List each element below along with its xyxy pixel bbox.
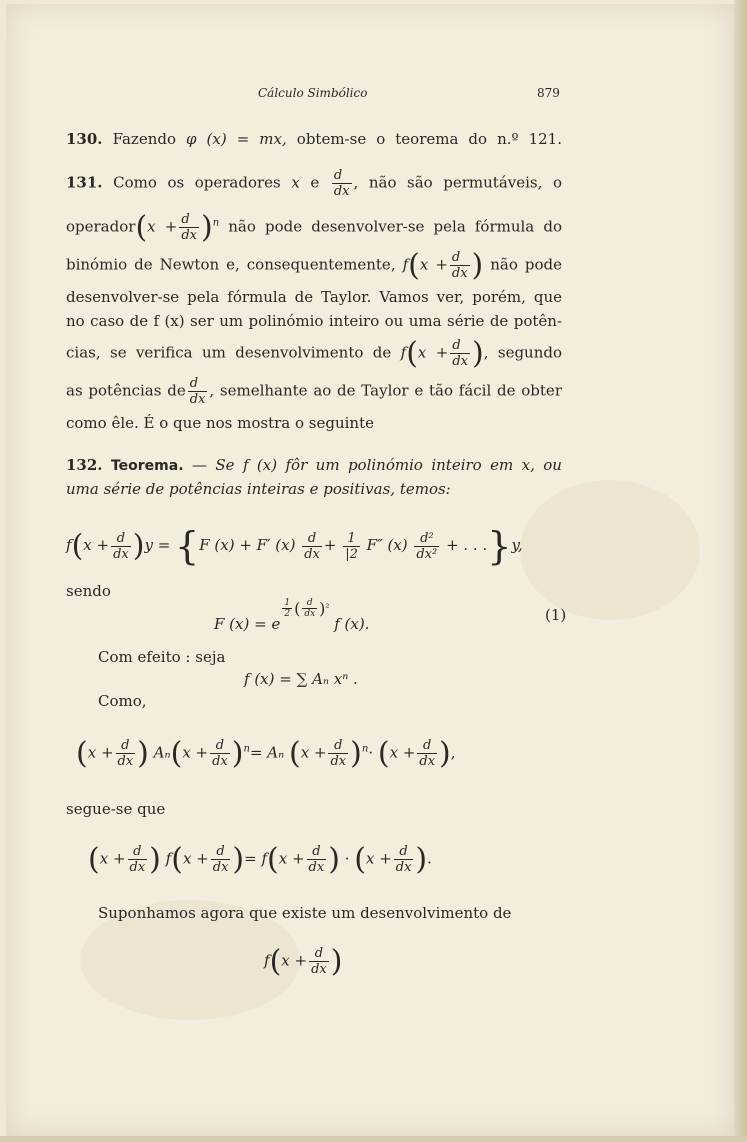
theorem-label: Teorema. <box>110 458 184 474</box>
fraction-d-dx: $\frac{d}{dx}$ <box>330 738 347 769</box>
paragraph-131-line-5: no caso de f (x) ser um polinómio inteiro ou uma série de potên- <box>66 312 562 330</box>
page-edge-right <box>734 0 747 1142</box>
paragraph-130: 130. Fazendo φ (x) = mx, obtem-se o teorema do n.º 121. <box>66 130 562 148</box>
sendo-label: sendo <box>66 582 111 600</box>
fraction-d-dx: $\frac{d}{dx}$ <box>181 212 197 243</box>
sum-equation: f (x) = ∑ Aₙ xⁿ . <box>244 670 358 688</box>
running-title: Cálculo Simbólico <box>258 86 368 100</box>
fraction-d-dx: $\frac{d}{dx}$ <box>395 844 412 875</box>
fraction-d-dx: $\frac{d}{dx}$ <box>212 738 228 769</box>
equation-number: (1) <box>545 606 567 624</box>
fraction-d-dx: $\frac{d}{dx}$ <box>113 530 129 562</box>
paragraph-131-line-7: as potências de $\frac{d}{dx}$ , semelhante ao de Taylor e tão fácil de obter <box>66 376 562 407</box>
fraction-d-dx: $\frac{d}{dx}$ <box>419 738 436 769</box>
paragraph-131-line-6: cias, se verifica um desenvolvimento de f(x + $\frac{d}{dx}$ ), segundo <box>66 336 563 371</box>
page-number: 879 <box>537 86 560 100</box>
paragraph-131-line-8: como êle. É o que nos mostra o seguinte <box>66 414 374 432</box>
paragraph-131-line-1: 131. Como os operadores x e $\frac{d}{dx}$ , não são permutáveis, o <box>66 168 562 199</box>
fraction-d-dx: $\frac{d}{dx}$ <box>304 530 320 562</box>
como-label: Como, <box>98 692 147 710</box>
paragraph-132-line-1: 132. Teorema. — Se f (x) fôr um polinómio inteiro em x, ou <box>66 456 562 474</box>
com-efeito-label: Com efeito : seja <box>98 648 226 666</box>
fraction-d-dx: $\frac{d}{dx}$ <box>117 738 134 769</box>
segue-label: segue-se que <box>66 800 166 818</box>
running-header <box>0 86 747 106</box>
equation-1: F (x) = e $^{\frac{1}{2} ( \frac{d}{dx} )^2}$ f (x). <box>214 598 370 633</box>
fraction-d-dx: $\frac{d}{dx}$ <box>452 338 468 369</box>
paragraph-131-line-2: operador(x + $\frac{d}{dx}$ )$^n$ não pode desenvolver-se pela fórmula do <box>66 210 563 245</box>
fraction-d-dx: $\frac{d}{dx}$ <box>451 250 468 281</box>
fraction-d-dx: $\frac{d}{dx}$ <box>333 168 350 199</box>
fraction-d-dx: $\frac{d}{dx}$ <box>129 844 146 875</box>
segue-equation: (x + $\frac{d}{dx}$ ) f(x + $\frac{d}{dx}$ )= f(x + $\frac{d}{dx}$ ) · (x + $\frac{d}{dx}$ ). <box>88 842 432 877</box>
paragraph-132-line-2: uma série de potências inteiras e positivas, temos: <box>66 480 451 498</box>
fraction-d-dx: $\frac{d}{dx}$ <box>212 844 229 875</box>
section-number: 132. <box>66 456 103 474</box>
section-number: 130. <box>66 130 103 148</box>
fraction-d2-dx2: $\frac{\text{d²}}{\text{dx²}}$ <box>416 530 438 562</box>
paragraph-131-line-4: desenvolver-se pela fórmula de Taylor. Vamos ver, porém, que <box>66 288 562 306</box>
paragraph-131-line-3: binómio de Newton e, consequentemente, f(x + $\frac{d}{dx}$ ) não pode <box>66 248 562 283</box>
formula: φ (x) = mx, <box>186 130 287 148</box>
page-edge-bottom <box>0 1136 747 1142</box>
final-expression: f(x + $\frac{d}{dx}$ ) <box>264 944 343 979</box>
como-equation: (x + $\frac{d}{dx}$ ) Aₙ(x + $\frac{d}{dx}$ )$^n$= Aₙ (x + $\frac{d}{dx}$ )$^n$· (x + $\frac{d}{dx}$ ), <box>76 736 456 771</box>
fraction-d-dx: $\frac{d}{dx}$ <box>308 844 325 875</box>
fraction-one-factorial: $\frac{1}{|2}$ <box>345 530 358 562</box>
theorem-equation: f(x + $\frac{d}{dx}$ )y = {F (x) + F′ (x) $\frac{d}{dx}$ + $\frac{1}{|2}$ F″ (x) $\frac{\text{d²}}{\text{dx²}}$ + . . .}y, <box>66 524 523 568</box>
suponhamos-line: Suponhamos agora que existe um desenvolvimento de <box>98 904 512 922</box>
fraction-d-dx: $\frac{d}{dx}$ <box>189 376 206 407</box>
fraction-d-dx: $\frac{d}{dx}$ <box>311 946 327 977</box>
section-number: 131. <box>66 173 103 192</box>
